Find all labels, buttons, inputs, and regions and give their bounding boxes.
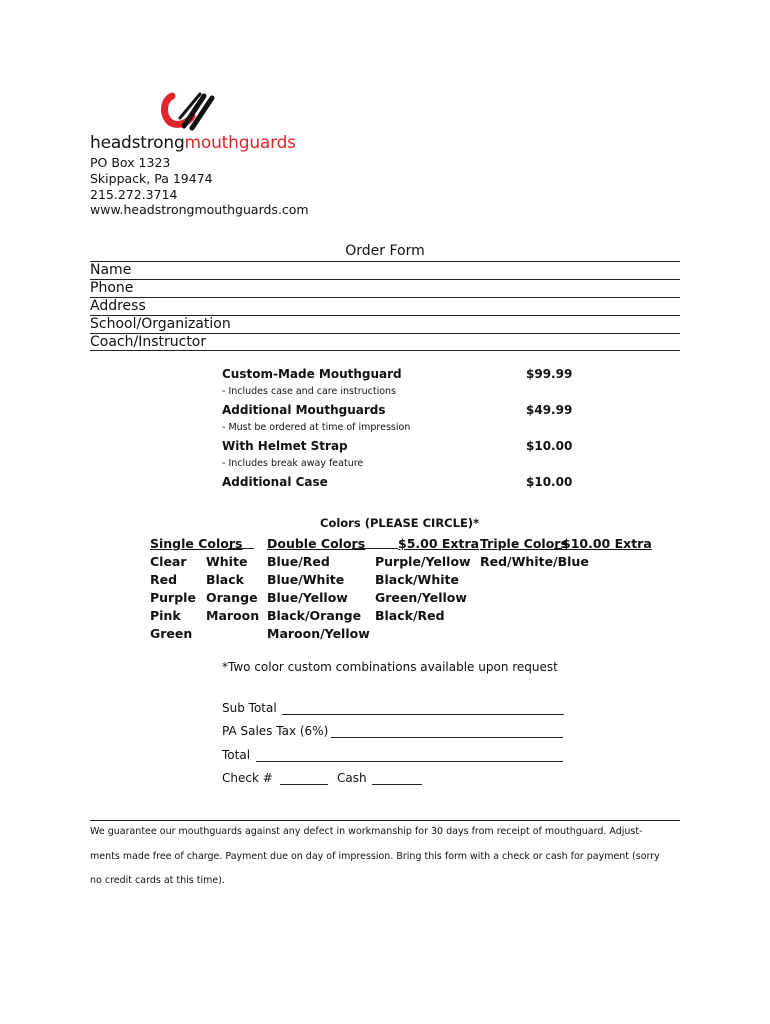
- coach-instructor-field[interactable]: Coach/Instructor: [90, 334, 207, 350]
- color-option[interactable]: Red/White/Blue: [480, 554, 589, 569]
- footer-divider: [90, 820, 680, 821]
- subtotal-label: Sub Total: [222, 701, 277, 715]
- form-title: Order Form: [345, 243, 425, 259]
- heading-underline: [228, 548, 254, 549]
- phone-field[interactable]: Phone: [90, 280, 134, 296]
- divider: [90, 297, 680, 298]
- heading-underline: [352, 548, 398, 549]
- item-name: With Helmet Strap: [222, 439, 348, 453]
- item-name: Custom-Made Mouthguard: [222, 367, 402, 381]
- cash-label: Cash: [337, 771, 367, 785]
- single-colors-heading: Single Colors: [150, 536, 243, 551]
- divider: [90, 261, 680, 262]
- color-option[interactable]: Green/Yellow: [375, 590, 467, 605]
- brand-name: [90, 133, 296, 153]
- item-price: $10.00: [526, 475, 573, 489]
- color-option[interactable]: Black/Red: [375, 608, 445, 623]
- color-option[interactable]: Pink: [150, 608, 181, 623]
- headstrong-logo-icon: [158, 92, 218, 132]
- item-name: Additional Mouthguards: [222, 403, 386, 417]
- item-name: Additional Case: [222, 475, 328, 489]
- guarantee-text: We guarantee our mouthguards against any defect in workmanship for 30 days from receipt of mouthguard. Adjust-: [90, 826, 643, 837]
- double-colors-extra: $5.00 Extra: [398, 536, 480, 551]
- address-line: PO Box 1323: [90, 155, 171, 170]
- check-label: Check #: [222, 771, 273, 785]
- color-option[interactable]: Blue/Red: [267, 554, 330, 569]
- brand-name-part2: mouthguards: [184, 133, 296, 153]
- item-price: $10.00: [526, 439, 573, 453]
- guarantee-text: ments made free of charge. Payment due on day of impression. Bring this form with a check or cash for payment (sorry: [90, 851, 660, 862]
- triple-colors-extra: $10.00 Extra: [562, 536, 652, 551]
- color-option[interactable]: Maroon: [206, 608, 260, 623]
- check-number-input[interactable]: [280, 784, 328, 785]
- item-price: $49.99: [526, 403, 573, 417]
- color-option[interactable]: Green: [150, 626, 193, 641]
- item-note: - Includes break away feature: [222, 458, 364, 469]
- item-note: - Must be ordered at time of impression: [222, 422, 411, 433]
- color-option[interactable]: Maroon/Yellow: [267, 626, 370, 641]
- sales-tax-input[interactable]: [331, 737, 563, 738]
- total-label: Total: [222, 748, 251, 762]
- school-organization-field[interactable]: School/Organization: [90, 316, 231, 332]
- address-field[interactable]: Address: [90, 298, 146, 314]
- triple-colors-heading: Triple Colors: [480, 536, 568, 551]
- brand-name-part1: headstrong: [90, 133, 185, 153]
- color-option[interactable]: Clear: [150, 554, 187, 569]
- address-line: 215.272.3714: [90, 187, 178, 202]
- subtotal-input[interactable]: [282, 714, 564, 715]
- custom-combination-note: *Two color custom combinations available upon request: [222, 660, 558, 674]
- guarantee-text: no credit cards at this time).: [90, 875, 225, 886]
- color-option[interactable]: White: [206, 554, 248, 569]
- colors-heading: Colors (PLEASE CIRCLE)*: [320, 516, 480, 530]
- divider: [90, 350, 680, 351]
- color-option[interactable]: Purple: [150, 590, 196, 605]
- color-option[interactable]: Orange: [206, 590, 258, 605]
- cash-input[interactable]: [372, 784, 422, 785]
- name-field[interactable]: Name: [90, 262, 132, 278]
- divider: [90, 279, 680, 280]
- item-note: - Includes case and care instructions: [222, 386, 396, 397]
- item-price: $99.99: [526, 367, 573, 381]
- total-input[interactable]: [256, 761, 563, 762]
- sales-tax-label: PA Sales Tax (6%): [222, 724, 329, 738]
- color-option[interactable]: Black: [206, 572, 244, 587]
- color-option[interactable]: Blue/Yellow: [267, 590, 348, 605]
- double-colors-heading: Double Colors: [267, 536, 366, 551]
- color-option[interactable]: Purple/Yellow: [375, 554, 471, 569]
- website-link[interactable]: www.headstrongmouthguards.com: [90, 202, 309, 217]
- color-option[interactable]: Black/Orange: [267, 608, 362, 623]
- color-option[interactable]: Red: [150, 572, 178, 587]
- color-option[interactable]: Blue/White: [267, 572, 345, 587]
- address-line: Skippack, Pa 19474: [90, 171, 213, 186]
- heading-underline: [554, 548, 562, 549]
- color-option[interactable]: Black/White: [375, 572, 459, 587]
